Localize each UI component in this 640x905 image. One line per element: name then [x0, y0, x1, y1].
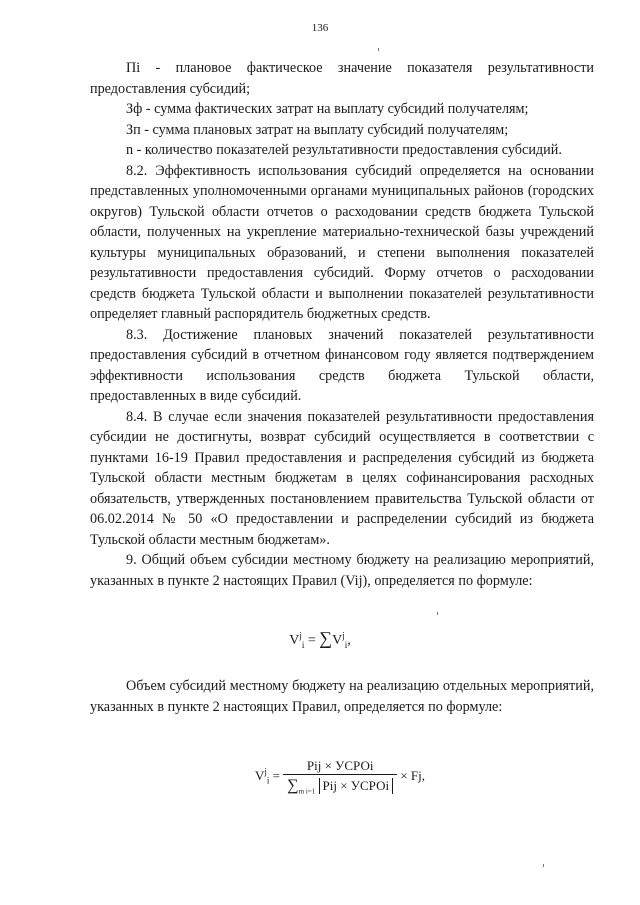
formula-2-numerator: Pij × УСРОi [283, 758, 397, 775]
paragraph-9: 9. Общий объем субсидии местному бюджету на реализацию мероприятий, указанных в пункте 2 настоящих Правил (Vij), определяется по формуле: [90, 552, 594, 589]
formula-1-tail: , [347, 633, 351, 648]
formula-2-denominator-body: Pij × УСРОi [319, 778, 394, 794]
scan-speck [378, 48, 379, 51]
formula-total-subsidy [0, 628, 640, 650]
paragraph-n-definition: n - количество показателей результативности предоставления субсидий. [126, 142, 562, 158]
formula-2-times-f: × Fj, [400, 767, 426, 783]
formula-2-lhs: V [255, 767, 265, 783]
page-number: 136 [311, 22, 329, 34]
paragraph-z-f-definition: Зф - сумма фактических затрат на выплату субсидий получателям; [126, 101, 529, 117]
document-body-continued [90, 676, 594, 717]
formula-1-rhs-sub: i [344, 639, 348, 650]
scan-speck [437, 612, 438, 615]
paragraph-8-3: 8.3. Достижение плановых значений показателей результативности предоставления субсидий в отчетном финансовом году является подтверждением эффективности использования средств бюджета Тульской области, предоставленных в виде субсидий. [90, 326, 594, 404]
formula-1-equals: = [307, 633, 316, 648]
formula-1-lhs-sup: j [299, 630, 302, 641]
scan-speck [543, 864, 544, 867]
formula-individual-subsidy [255, 758, 425, 796]
paragraph-z-p-definition: Зп - сумма плановых затрат на выплату субсидий получателям; [126, 121, 509, 138]
paragraph-p-i-definition: Пi - плановое фактическое значение показателя результативности предоставления субсидий; [90, 60, 594, 97]
formula-2-lhs-sup: j [264, 766, 267, 777]
formula-2-denominator-limits: m i=1 [298, 787, 316, 796]
formula-1-sum: ∑ [319, 628, 333, 648]
formula-1-rhs: V [332, 633, 343, 648]
formula-2-denominator-sum: ∑ [287, 777, 299, 794]
paragraph-individual-subsidy: Объем субсидий местному бюджету на реализацию отдельных мероприятий, указанных в пункте 2 настоящих Правил, определяется по формуле: [90, 678, 594, 715]
formula-1-lhs: V [289, 633, 300, 648]
paragraph-8-2: 8.2. Эффективность использования субсидий определяется на основании представленных уполномоченными органами муниципальных районов (городских округов) Тульской области отчетов о расходовании средств бюджета Тульской области, полученных на укрепление материально-технической базы учреждений культуры муниципальных образований, и степени выполнения показателей результативности предоставления субсидий. Форму отчетов о расходовании средств бюджета Тульской области и выполнении показателей результативности определяет главный распорядитель бюджетных средств. [90, 162, 594, 322]
formula-2-denominator [283, 775, 397, 796]
formula-1-rhs-sup: j [342, 630, 345, 641]
formula-1-lhs-sub: i [301, 639, 305, 650]
formula-2-lhs-sub: i [266, 775, 270, 786]
formula-2-fraction [283, 758, 397, 796]
document-body [90, 58, 594, 591]
paragraph-8-4: 8.4. В случае если значения показателей результативности предоставления субсидии не достигнуты, возврат субсидий осуществляется в соответствии с пунктами 16-19 Правил предоставления и распределения субсидий из бюджета Тульской области местным бюджетам в целях софинансирования расходных обязательств, утвержденных постановлением правительства Тульской области от 06.02.2014 № 50 «О предоставлении и распределении субсидий из бюджета Тульской области местным бюджетам». [90, 408, 594, 548]
formula-2-equals: = [272, 767, 281, 783]
